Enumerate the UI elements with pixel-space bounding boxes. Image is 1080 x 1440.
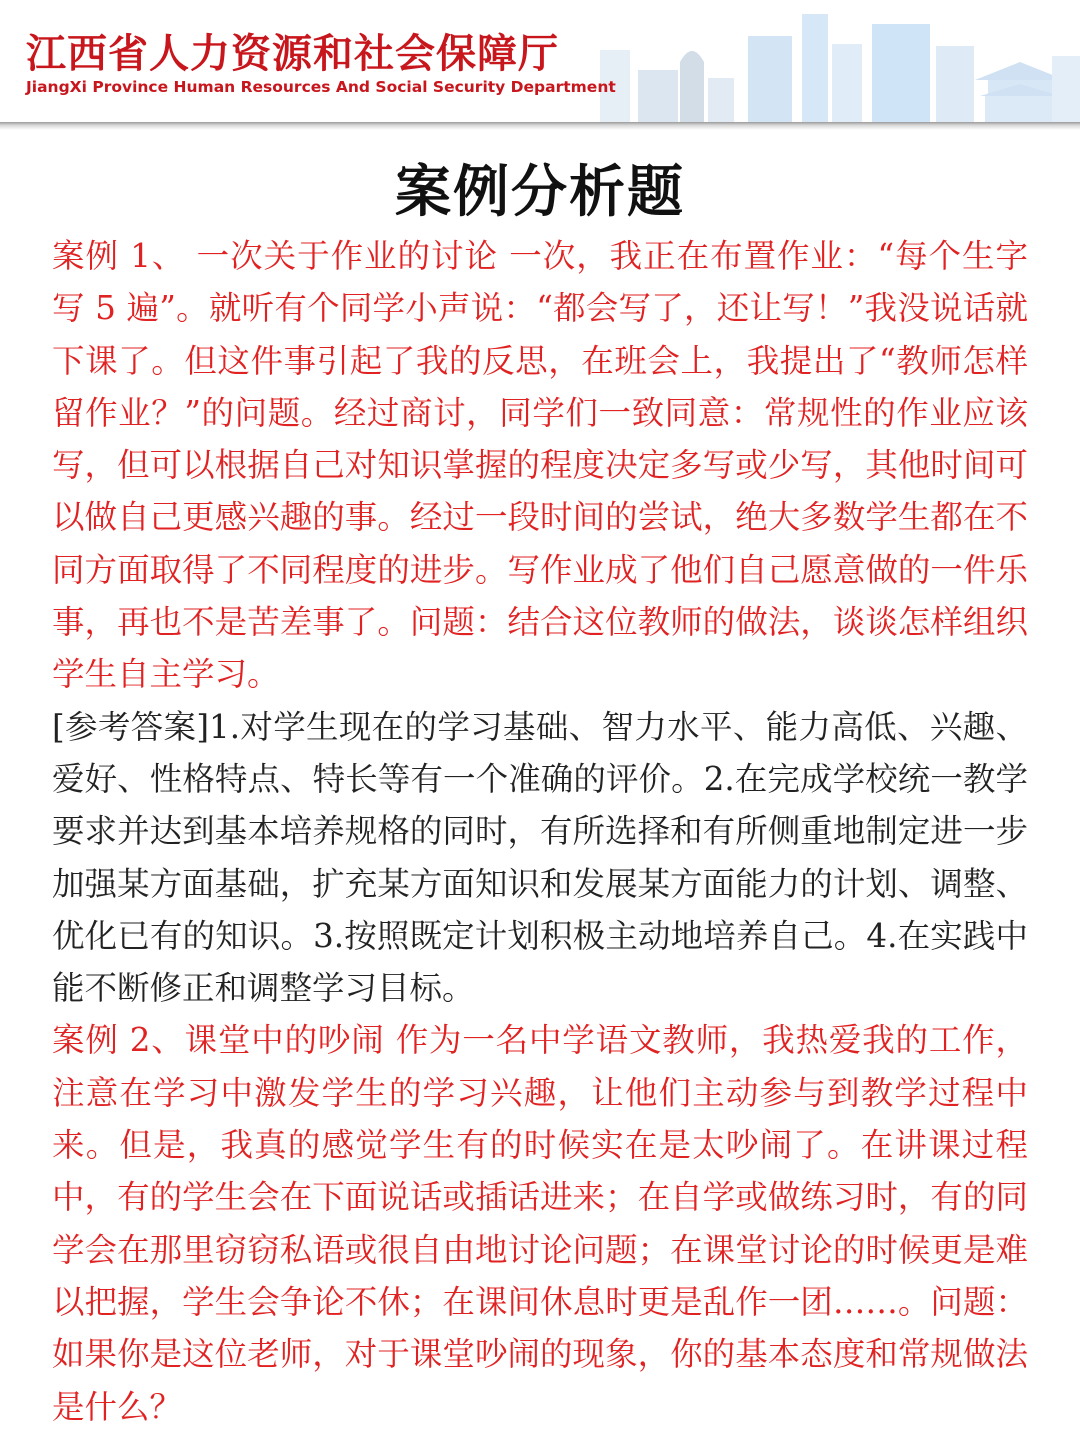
page-title: 案例分析题 — [395, 160, 685, 225]
org-name-chinese: 江西省人力资源和社会保障厅 — [26, 31, 559, 77]
content-body — [52, 230, 1028, 1433]
header-banner — [0, 0, 1080, 124]
reference-answer-1: [参考答案]1.对学生现在的学习基础、智力水平、能力高低、兴趣、爱好、性格特点、特长等有一个准确的评价。2.在完成学校统一教学要求并达到基本培养规格的同时，有所选择和有所侧重地制定进一步加强某方面基础，扩充某方面知识和发展某方面能力的计划、调整、优化已有的知识。3.按照既定计划积极主动地培养自己。4.在实践中能不断修正和调整学习目标。 — [52, 707, 1028, 1008]
city-skyline-graphic — [580, 0, 1080, 124]
org-name-english: JiangXi Province Human Resources And Social Security Department — [26, 78, 616, 96]
header-divider — [0, 122, 1080, 130]
case-1-text: 案例 1、 一次关于作业的讨论 一次，我正在布置作业：“每个生字写 5 遍”。就听有个同学小声说：“都会写了，还让写！”我没说话就下课了。但这件事引起了我的反思，在班会上，我提出了“教师怎样留作业？”的问题。经过商讨，同学们一致同意：常规性的作业应该写，但可以根据自己对知识掌握的程度决定多写或少写，其他时间可以做自己更感兴趣的事。经过一段时间的尝试，绝大多数学生都在不同方面取得了不同程度的进步。写作业成了他们自己愿意做的一件乐事，再也不是苦差事了。问题：结合这位教师的做法，谈谈怎样组织学生自主学习。 — [52, 237, 1028, 694]
case-2-text: 案例 2、课堂中的吵闹 作为一名中学语文教师，我热爱我的工作，注意在学习中激发学生的学习兴趣，让他们主动参与到教学过程中来。但是，我真的感觉学生有的时候实在是太吵闹了。在讲课过程中，有的学生会在下面说话或插话进来；在自学或做练习时，有的同学会在那里窃窃私语或很自由地讨论问题；在课堂讨论的时候更是难以把握，学生会争论不休；在课间休息时更是乱作一团……。问题：如果你是这位老师，对于课堂吵闹的现象，你的基本态度和常规做法是什么？ — [52, 1021, 1028, 1426]
